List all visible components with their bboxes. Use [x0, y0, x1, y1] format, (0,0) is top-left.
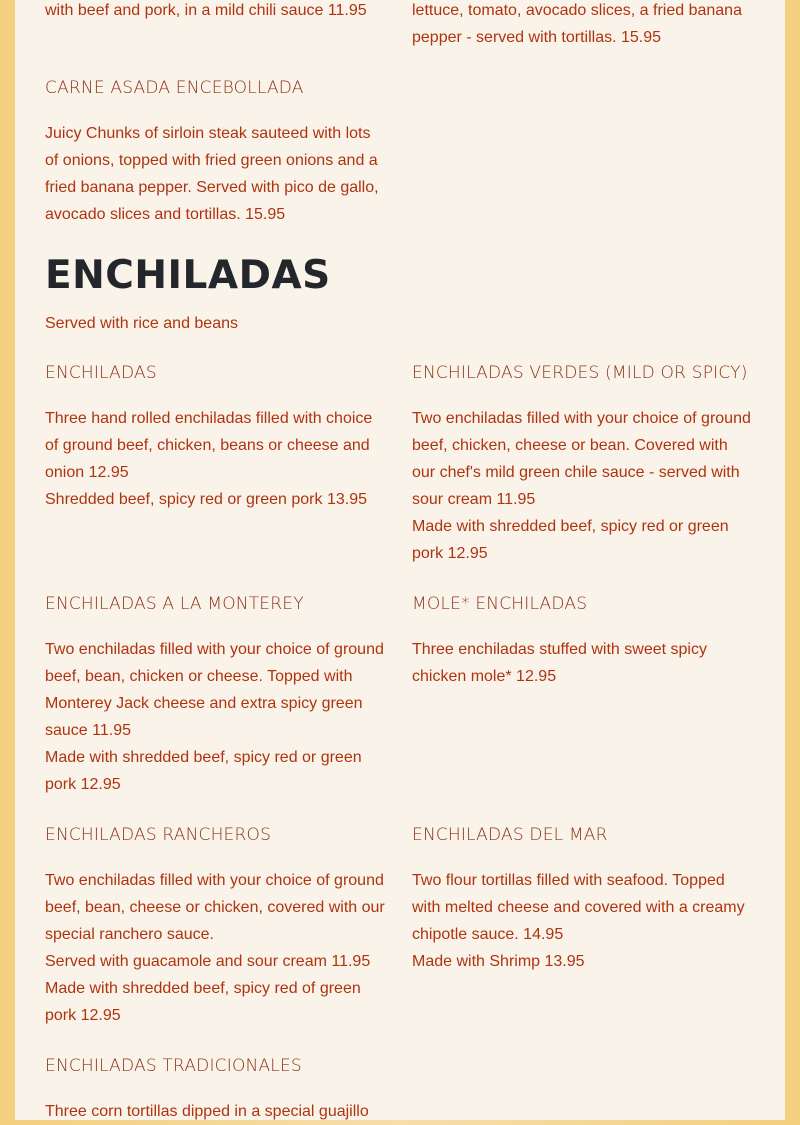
- item-title: ENCHILADAS VERDES (MILD OR SPICY): [412, 363, 748, 383]
- desc-line: avocado slices and tortillas. 15.95: [45, 206, 286, 223]
- desc-line: our chef's mild green chile sauce - served with: [412, 464, 740, 481]
- desc-line: chicken mole* 12.95: [412, 668, 557, 685]
- item-description: [412, 405, 751, 567]
- prev-item-desc-tail: with beef and pork, in a mild chili sauce 11.95: [45, 2, 367, 19]
- item-title: MOLE* ENCHILADAS: [412, 594, 588, 614]
- desc-line: Two enchiladas filled with your choice of ground: [45, 641, 384, 658]
- desc-line: beef, bean, chicken or cheese. Topped with: [45, 668, 353, 685]
- desc-line: Made with shredded beef, spicy red or green: [45, 749, 362, 766]
- item-description: [412, 636, 707, 690]
- section-subtitle: Served with rice and beans: [45, 315, 238, 332]
- menu-item-carne-asada: [45, 77, 304, 99]
- desc-line: pork 12.95: [412, 545, 488, 562]
- desc-line: Two enchiladas filled with your choice of ground: [412, 410, 751, 427]
- desc-line: special ranchero sauce.: [45, 926, 214, 943]
- desc-line: of onions, topped with fried green onions and a: [45, 152, 378, 169]
- desc-line: fried banana pepper. Served with pico de gallo,: [45, 179, 379, 196]
- item-description: [45, 120, 379, 228]
- desc-line: Two enchiladas filled with your choice of ground: [45, 872, 384, 889]
- item-title: ENCHILADAS RANCHEROS: [45, 825, 272, 845]
- desc-line: beef, chicken, cheese or bean. Covered with: [412, 437, 728, 454]
- desc-line: Two flour tortillas filled with seafood. Topped: [412, 872, 725, 889]
- desc-line: sauce 11.95: [45, 722, 131, 739]
- desc-line: with melted cheese and covered with a creamy: [412, 899, 745, 916]
- desc-line: Three corn tortillas dipped in a special guajillo: [45, 1103, 369, 1120]
- item-title: ENCHILADAS A LA MONTEREY: [45, 594, 304, 614]
- desc-line: Juicy Chunks of sirloin steak sauteed with lots: [45, 125, 371, 142]
- prev-item-desc-tail-right: pepper - served with tortillas. 15.95: [412, 29, 662, 46]
- desc-line: Served with guacamole and sour cream 11.95: [45, 953, 371, 970]
- desc-line: Monterey Jack cheese and extra spicy green: [45, 695, 363, 712]
- desc-line: pork 12.95: [45, 776, 121, 793]
- desc-line: sour cream 11.95: [412, 491, 536, 508]
- desc-line: onion 12.95: [45, 464, 129, 481]
- item-title: ENCHILADAS DEL MAR: [412, 825, 608, 845]
- desc-line: Made with shredded beef, spicy red or green: [412, 518, 729, 535]
- desc-line: Shredded beef, spicy red or green pork 13.95: [45, 491, 367, 508]
- section-title: ENCHILADAS: [45, 253, 331, 298]
- item-title: ENCHILADAS TRADICIONALES: [45, 1056, 302, 1076]
- item-description: [412, 867, 745, 975]
- item-description: [45, 405, 372, 513]
- item-title: ENCHILADAS: [45, 363, 157, 383]
- desc-line: Three hand rolled enchiladas filled with choice: [45, 410, 373, 427]
- desc-line: chipotle sauce. 14.95: [412, 926, 564, 943]
- desc-line: beef, bean, cheese or chicken, covered with our: [45, 899, 385, 916]
- desc-line: of ground beef, chicken, beans or cheese and: [45, 437, 370, 454]
- item-title: CARNE ASADA ENCEBOLLADA: [45, 78, 304, 98]
- item-description: [45, 1098, 369, 1125]
- prev-item-desc-tail-right: lettuce, tomato, avocado slices, a fried banana: [412, 2, 742, 19]
- desc-line: Made with shredded beef, spicy red of green: [45, 980, 361, 997]
- item-description: [45, 867, 385, 1029]
- item-description: [45, 636, 384, 798]
- desc-line: pork 12.95: [45, 1007, 121, 1024]
- desc-line: Three enchiladas stuffed with sweet spicy: [412, 641, 707, 658]
- desc-line: Made with Shrimp 13.95: [412, 953, 585, 970]
